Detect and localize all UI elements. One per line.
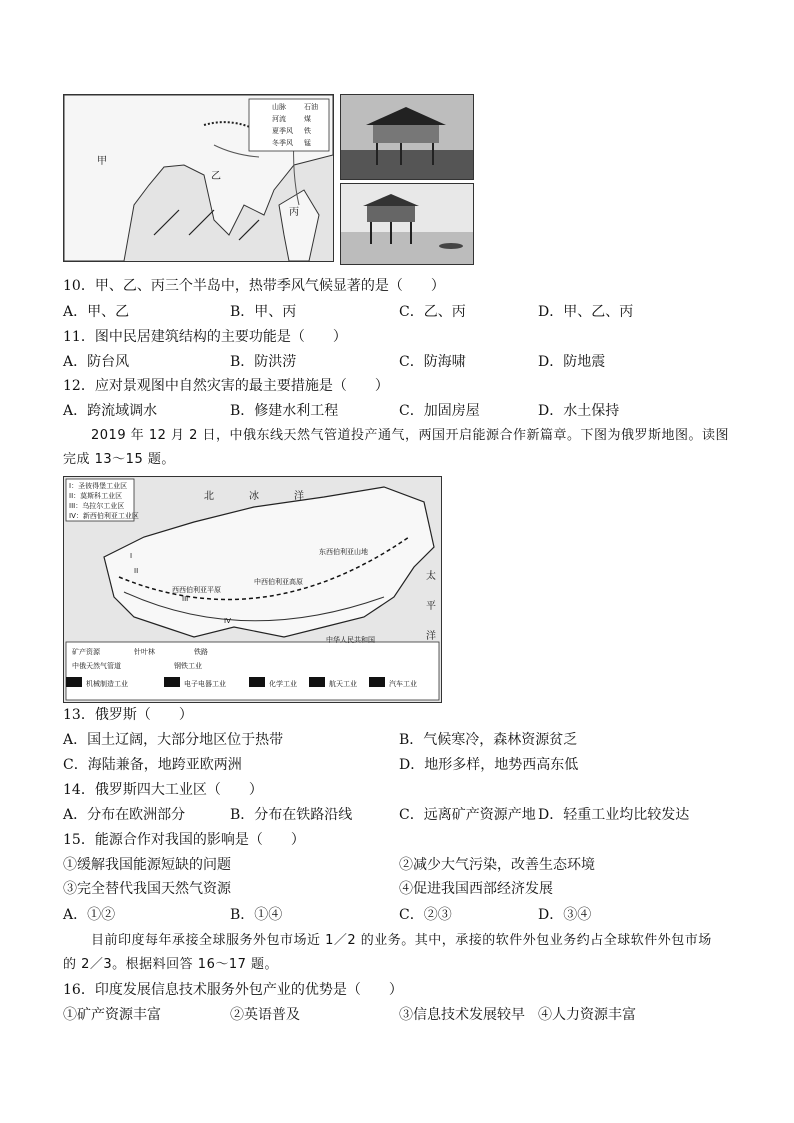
q10-option-a: A．甲、乙	[63, 304, 130, 320]
legend-mineral: 矿产资源	[72, 648, 100, 656]
label-pacific-1: 太	[426, 571, 436, 582]
legend-pipeline: 中俄天然气管道	[72, 662, 121, 670]
legend-oil: 石油	[304, 103, 318, 111]
label-bing: 丙	[289, 207, 299, 218]
label-jia: 甲	[97, 156, 107, 167]
label-pacific-2: 平	[426, 601, 436, 612]
label-region-i: I	[130, 552, 133, 560]
q16-item-1: ①矿产资源丰富	[63, 1007, 161, 1023]
q15-stem: 15．能源合作对我国的影响是（ ）	[63, 832, 305, 848]
q15-option-d: D．③④	[538, 907, 592, 923]
q13-option-b: B．气候寒冷，森林资源贫乏	[399, 732, 578, 748]
intro-13-15-line1: 2019 年 12 月 2 日，中俄东线天然气管道投产通气，两国开启能源合作新篇章。下图为俄罗斯地图。读图	[91, 428, 730, 443]
q14-option-c: C．远离矿产资源产地	[399, 807, 536, 823]
label-china: 中华人民共和国	[326, 636, 375, 644]
q15-item-3: ③完全替代我国天然气资源	[63, 881, 231, 897]
q16-item-4: ④人力资源丰富	[538, 1007, 636, 1023]
legend-region-ii: II：莫斯科工业区	[69, 492, 123, 500]
legend-automobile: 汽车工业	[389, 680, 417, 688]
q11-stem: 11．图中民居建筑结构的主要功能是（ ）	[63, 329, 347, 345]
legend-coal: 煤	[304, 115, 311, 123]
stilt-house-photo-top-drawing	[341, 95, 473, 179]
stilt-house-photo-bottom	[340, 183, 474, 265]
q14-option-a: A．分布在欧洲部分	[63, 807, 186, 823]
q13-option-c: C．海陆兼备，地跨亚欧两洲	[63, 757, 242, 773]
q16-item-2: ②英语普及	[230, 1007, 300, 1023]
q10-option-b: B．甲、丙	[230, 304, 297, 320]
stilt-house-photo-bottom-drawing	[341, 184, 473, 264]
label-region-iv: IV	[224, 617, 231, 625]
q16-item-3: ③信息技术发展较早	[399, 1007, 525, 1023]
q15-item-2: ②减少大气污染，改善生态环境	[399, 857, 595, 873]
q15-option-b: B．①④	[230, 907, 283, 923]
label-ocean: 洋	[294, 491, 304, 502]
q11-option-c: C．防海啸	[399, 354, 466, 370]
south-asia-map-drawing	[64, 95, 333, 261]
legend-manganese: 锰	[304, 139, 311, 147]
label-ice: 冰	[249, 491, 259, 502]
legend-electronics: 电子电器工业	[184, 680, 226, 688]
q10-stem: 10．甲、乙、丙三个半岛中，热带季风气候显著的是（ ）	[63, 278, 445, 294]
legend-region-i: I：圣彼得堡工业区	[69, 482, 128, 490]
legend-steel: 钢铁工业	[174, 662, 202, 670]
legend-conifer: 针叶林	[134, 648, 155, 656]
stilt-house-photo-top	[340, 94, 474, 180]
q12-stem: 12．应对景观图中自然灾害的最主要措施是（ ）	[63, 378, 389, 394]
label-region-ii: II	[134, 567, 139, 575]
legend-railway: 铁路	[194, 648, 208, 656]
label-yi: 乙	[211, 171, 221, 182]
q13-stem: 13．俄罗斯（ ）	[63, 707, 193, 723]
label-west-siberian-plain: 西西伯利亚平原	[172, 586, 221, 594]
label-region-iii: III	[182, 595, 189, 603]
legend-summer-monsoon: 夏季风	[272, 127, 293, 135]
intro-16-17-line1: 目前印度每年承接全球服务外包市场近 1／2 的业务。其中，承接的软件外包业务约占全球软件外包市场	[91, 933, 712, 948]
intro-13-15	[63, 424, 731, 472]
label-north: 北	[204, 491, 214, 502]
q16-stem: 16．印度发展信息技术服务外包产业的优势是（ ）	[63, 982, 403, 998]
q10-option-c: C．乙、丙	[399, 304, 466, 320]
label-central-siberian-plateau: 中西伯利亚高原	[254, 578, 303, 586]
label-east-siberian-mountains: 东西伯利亚山地	[319, 548, 368, 556]
label-pacific-3: 洋	[426, 631, 436, 642]
q12-option-a: A．跨流域调水	[63, 403, 158, 419]
legend-region-iii: III：乌拉尔工业区	[69, 502, 125, 510]
q10-option-d: D．甲、乙、丙	[538, 304, 634, 320]
russia-map	[63, 476, 442, 703]
q14-option-d: D．轻重工业均比较发达	[538, 807, 690, 823]
q13-option-d: D．地形多样，地势西高东低	[399, 757, 579, 773]
q15-option-c: C．②③	[399, 907, 452, 923]
q15-item-4: ④促进我国西部经济发展	[399, 881, 553, 897]
intro-13-15-line2: 完成 13～15 题。	[63, 452, 175, 467]
legend-mountain: 山脉	[272, 103, 286, 111]
q14-stem: 14．俄罗斯四大工业区（ ）	[63, 782, 263, 798]
q15-option-a: A．①②	[63, 907, 116, 923]
legend-river: 河流	[272, 115, 286, 123]
intro-16-17-line2: 的 2／3。根据料回答 16～17 题。	[63, 957, 279, 972]
q12-option-b: B．修建水利工程	[230, 403, 339, 419]
intro-16-17	[63, 929, 731, 977]
legend-aerospace: 航天工业	[329, 680, 357, 688]
q14-option-b: B．分布在铁路沿线	[230, 807, 353, 823]
legend-machinery: 机械制造工业	[86, 680, 128, 688]
south-asia-map	[63, 94, 334, 262]
legend-region-iv: IV：新西伯利亚工业区	[69, 512, 139, 520]
legend-chemical: 化学工业	[269, 680, 297, 688]
legend-iron: 铁	[304, 127, 311, 135]
q11-option-a: A．防台风	[63, 354, 130, 370]
q11-option-b: B．防洪涝	[230, 354, 297, 370]
q13-option-a: A．国土辽阔，大部分地区位于热带	[63, 732, 284, 748]
q12-option-d: D．水土保持	[538, 403, 620, 419]
legend-winter-monsoon: 冬季风	[272, 139, 293, 147]
q12-option-c: C．加固房屋	[399, 403, 480, 419]
q11-option-d: D．防地震	[538, 354, 606, 370]
q15-item-1: ①缓解我国能源短缺的问题	[63, 857, 231, 873]
